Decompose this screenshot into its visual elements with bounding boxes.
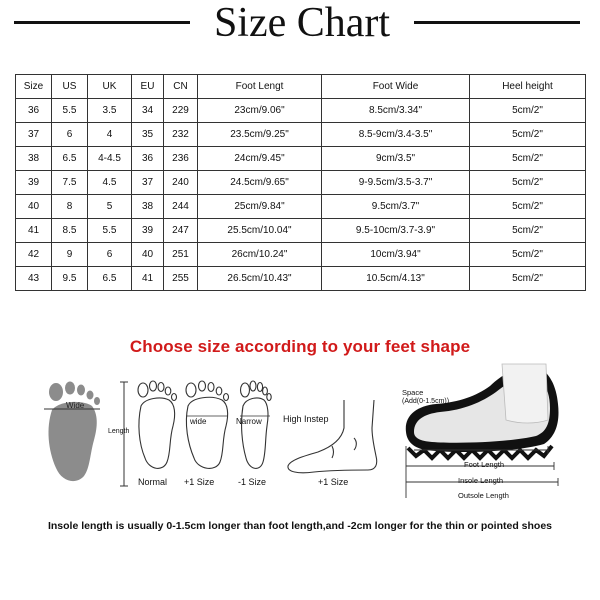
column-header-cn: CN bbox=[164, 75, 198, 99]
title-rule-right bbox=[414, 21, 580, 24]
table-cell: 9.5cm/3.7" bbox=[322, 195, 470, 219]
column-header-uk: UK bbox=[88, 75, 132, 99]
insole-length-label: Insole Length bbox=[458, 476, 504, 485]
table-row bbox=[16, 219, 586, 243]
wide-foot-label: wide bbox=[190, 417, 207, 426]
fitting-note: Insole length is usually 0-1.5cm longer than foot length,and -2cm longer for the thin or pointed shoes bbox=[47, 520, 553, 532]
column-header-foot-length: Foot Lengt bbox=[198, 75, 322, 99]
column-header-size: Size bbox=[16, 75, 52, 99]
table-cell: 240 bbox=[164, 171, 198, 195]
table-cell: 6 bbox=[52, 123, 88, 147]
table-cell: 41 bbox=[16, 219, 52, 243]
title-rule-left bbox=[14, 21, 190, 24]
high-instep-label: High Instep bbox=[283, 414, 329, 424]
table-cell: 38 bbox=[132, 195, 164, 219]
table-cell: 229 bbox=[164, 99, 198, 123]
table-cell: 23.5cm/9.25" bbox=[198, 123, 322, 147]
length-measure-label: Length bbox=[108, 428, 130, 435]
table-row bbox=[16, 267, 586, 291]
table-cell: 41 bbox=[132, 267, 164, 291]
table-cell: 23cm/9.06" bbox=[198, 99, 322, 123]
table-cell: 8.5-9cm/3.4-3.5" bbox=[322, 123, 470, 147]
table-cell: 9-9.5cm/3.5-3.7" bbox=[322, 171, 470, 195]
table-cell: 4 bbox=[88, 123, 132, 147]
outsole-length-label: Outsole Length bbox=[458, 491, 509, 500]
table-cell: 24.5cm/9.65" bbox=[198, 171, 322, 195]
table-cell: 3.5 bbox=[88, 99, 132, 123]
space-add-label: (Add(0-1.5cm)) bbox=[402, 398, 450, 405]
table-row bbox=[16, 123, 586, 147]
table-cell: 247 bbox=[164, 219, 198, 243]
column-header-heel-height: Heel height bbox=[470, 75, 586, 99]
column-header-foot-wide: Foot Wide bbox=[322, 75, 470, 99]
foot-length-label: Foot Length bbox=[464, 460, 505, 469]
table-row bbox=[16, 147, 586, 171]
table-cell: 26cm/10.24" bbox=[198, 243, 322, 267]
normal-foot-icon bbox=[133, 378, 179, 474]
column-header-us: US bbox=[52, 75, 88, 99]
table-cell: 26.5cm/10.43" bbox=[198, 267, 322, 291]
table-cell: 25cm/9.84" bbox=[198, 195, 322, 219]
wide-foot-caption: +1 Size bbox=[184, 477, 215, 487]
table-row bbox=[16, 171, 586, 195]
table-cell: 236 bbox=[164, 147, 198, 171]
table-row bbox=[16, 243, 586, 267]
table-cell: 35 bbox=[132, 123, 164, 147]
high-instep-foot-icon bbox=[284, 398, 384, 478]
table-cell: 5.5 bbox=[52, 99, 88, 123]
space-label: Space bbox=[402, 388, 424, 397]
table-cell: 5.5 bbox=[88, 219, 132, 243]
table-header-row bbox=[16, 75, 586, 99]
table-cell: 4-4.5 bbox=[88, 147, 132, 171]
table-cell: 251 bbox=[164, 243, 198, 267]
table-cell: 232 bbox=[164, 123, 198, 147]
gray-foot-icon bbox=[49, 382, 100, 482]
table-cell: 255 bbox=[164, 267, 198, 291]
title-row bbox=[0, 0, 600, 52]
table-cell: 9.5-10cm/3.7-3.9" bbox=[322, 219, 470, 243]
table-cell: 40 bbox=[16, 195, 52, 219]
page-title: Size Chart bbox=[213, 0, 391, 46]
narrow-foot-caption: -1 Size bbox=[238, 477, 267, 487]
table-cell: 8.5 bbox=[52, 219, 88, 243]
table-cell: 6 bbox=[88, 243, 132, 267]
table-cell: 39 bbox=[132, 219, 164, 243]
table-cell: 5cm/2" bbox=[470, 123, 586, 147]
table-cell: 34 bbox=[132, 99, 164, 123]
table-cell: 9.5 bbox=[52, 267, 88, 291]
table-cell: 40 bbox=[132, 243, 164, 267]
table-row bbox=[16, 195, 586, 219]
table-cell: 244 bbox=[164, 195, 198, 219]
table-cell: 39 bbox=[16, 171, 52, 195]
shape-section-title: Choose size according to your feet shape bbox=[129, 337, 471, 356]
table-cell: 36 bbox=[132, 147, 164, 171]
table-cell: 9 bbox=[52, 243, 88, 267]
table-cell: 10cm/3.94" bbox=[322, 243, 470, 267]
column-header-eu: EU bbox=[132, 75, 164, 99]
table-cell: 8.5cm/3.34" bbox=[322, 99, 470, 123]
normal-foot-caption: Normal bbox=[138, 477, 168, 487]
table-cell: 6.5 bbox=[88, 267, 132, 291]
table-cell: 5cm/2" bbox=[470, 171, 586, 195]
table-cell: 24cm/9.45" bbox=[198, 147, 322, 171]
table-cell: 5cm/2" bbox=[470, 267, 586, 291]
table-cell: 38 bbox=[16, 147, 52, 171]
table-cell: 25.5cm/10.04" bbox=[198, 219, 322, 243]
table-cell: 5cm/2" bbox=[470, 219, 586, 243]
table-cell: 4.5 bbox=[88, 171, 132, 195]
table-cell: 8 bbox=[52, 195, 88, 219]
size-table bbox=[15, 74, 586, 291]
table-cell: 10.5cm/4.13" bbox=[322, 267, 470, 291]
length-measure bbox=[96, 380, 132, 490]
table-cell: 43 bbox=[16, 267, 52, 291]
high-instep-caption: +1 Size bbox=[318, 477, 349, 487]
table-cell: 36 bbox=[16, 99, 52, 123]
table-cell: 9cm/3.5" bbox=[322, 147, 470, 171]
narrow-foot-label: Narrow bbox=[236, 417, 262, 426]
table-cell: 5 bbox=[88, 195, 132, 219]
table-cell: 6.5 bbox=[52, 147, 88, 171]
table-cell: 37 bbox=[132, 171, 164, 195]
table-cell: 5cm/2" bbox=[470, 99, 586, 123]
table-cell: 37 bbox=[16, 123, 52, 147]
table-cell: 42 bbox=[16, 243, 52, 267]
table-cell: 5cm/2" bbox=[470, 147, 586, 171]
table-cell: 5cm/2" bbox=[470, 243, 586, 267]
narrow-foot-icon bbox=[234, 378, 274, 474]
wide-foot-icon bbox=[182, 378, 232, 474]
table-cell: 5cm/2" bbox=[470, 195, 586, 219]
wide-measure-label: Wide bbox=[66, 401, 85, 410]
table-cell: 7.5 bbox=[52, 171, 88, 195]
table-row bbox=[16, 99, 586, 123]
